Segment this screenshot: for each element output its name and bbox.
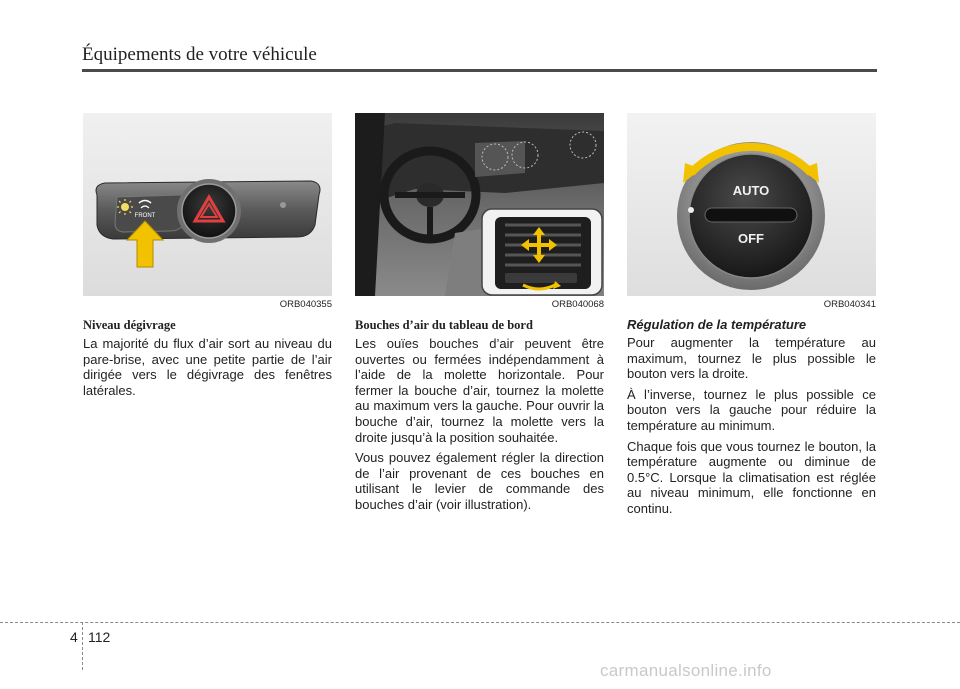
- watermark: carmanualsonline.info: [600, 661, 772, 680]
- paragraph: Vous pouvez également régler la direction de l’air provenant de ces bouches en utilisant le levier de commande des bouches d’air (voir illustration).: [355, 450, 604, 512]
- column-defrost: [83, 113, 332, 403]
- image-code: ORB040341: [823, 299, 876, 310]
- footer-rule: [0, 622, 960, 623]
- header-rule: [82, 69, 877, 72]
- section-heading: Niveau dégivrage: [83, 318, 176, 332]
- section-heading: Bouches d’air du tableau de bord: [355, 318, 533, 332]
- defrost-switch-illustration: [83, 113, 332, 296]
- paragraph: Pour augmenter la température au maximum, tournez le plus possible le bouton vers la droite.: [627, 335, 876, 382]
- image-code: ORB040068: [551, 299, 604, 310]
- figure-defrost-switch: [83, 113, 332, 296]
- footer-vertical-rule: [82, 622, 83, 670]
- paragraph: La majorité du flux d’air sort au niveau du pare-brise, avec une petite partie de l’air dirigée vers le dégivrage des fenêtres latérales.: [83, 336, 332, 398]
- dashboard-illustration: [355, 113, 604, 296]
- column-dashboard-vents: [355, 113, 604, 518]
- paragraph: Les ouïes bouches d’air peuvent être ouvertes ou fermées indépendamment à l’aide de la molette horizontale. Pour fermer la bouche d’air, tournez la molette au maximum vers la gauche. Pour ouvrir la bouche d’air, tournez la molette vers la droite jusqu’à la position souhaitée.: [355, 336, 604, 445]
- page-header-title: Équipements de votre véhicule: [82, 44, 317, 65]
- front-label: FRONT: [134, 213, 156, 219]
- image-code: ORB040355: [279, 299, 332, 310]
- paragraph: Chaque fois que vous tournez le bouton, la température augmente ou diminue de 0.5°C. Lorsque la climatisation est réglée au niveau minimum, elle fonctionne en continu.: [627, 438, 876, 516]
- paragraph: À l’inverse, tournez le plus possible ce bouton vers la gauche pour réduire la température au minimum.: [627, 386, 876, 433]
- figure-dashboard-vents: [355, 113, 604, 296]
- temperature-knob-illustration: [627, 113, 876, 296]
- column-temperature: [627, 113, 876, 522]
- page-number: 112: [88, 629, 111, 645]
- figure-temperature-knob: [627, 113, 876, 296]
- auto-label: AUTO: [732, 183, 770, 198]
- chapter-number: 4: [70, 629, 78, 645]
- section-heading: Régulation de la température: [627, 317, 807, 332]
- off-label: OFF: [738, 231, 764, 246]
